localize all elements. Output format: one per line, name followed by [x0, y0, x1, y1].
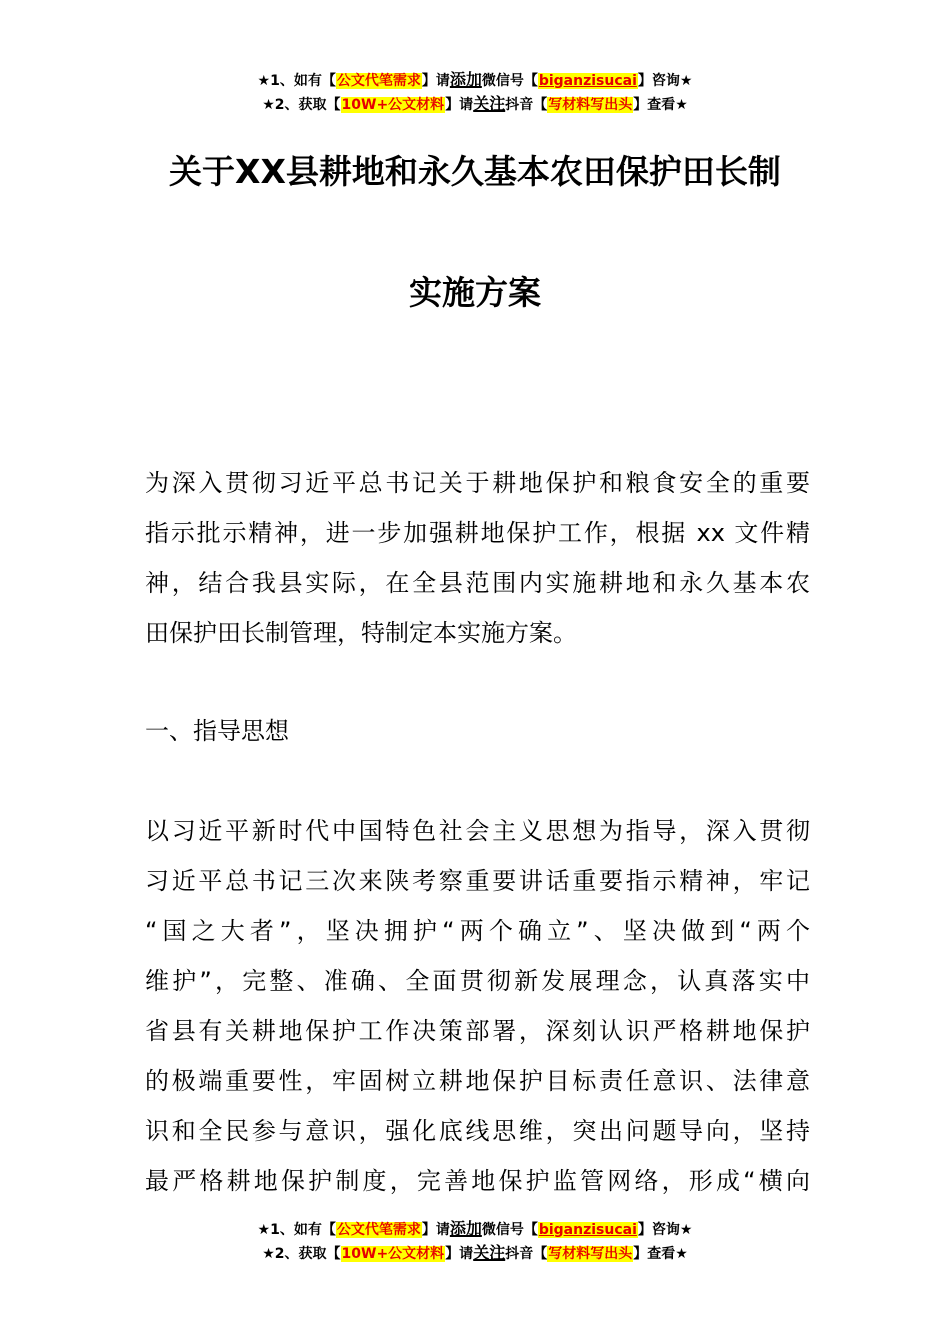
promo-footer-line-1: [0, 1219, 950, 1240]
paragraph-line: 维护”，完整、准确、全面贯彻新发展理念，认真落实中: [145, 967, 810, 995]
promo-line-2-suffix: 】查看★: [633, 1246, 688, 1262]
promo-service-highlight: 公文代笔需求: [336, 73, 421, 89]
promo-footer-line-2: [0, 1243, 950, 1264]
paragraph-line: 以习近平新时代中国特色社会主义思想为指导，深入贯彻: [145, 817, 810, 845]
paragraph-line: 的极端重要性，牢固树立耕地保护目标责任意识、法律意: [145, 1067, 810, 1095]
section-heading-text: 一、指导思想: [145, 717, 289, 745]
promo-line-1-mid: 】请: [421, 73, 450, 89]
document-title-line-2: 实施方案: [409, 273, 541, 312]
intro-line: 田保护田长制管理，特制定本实施方案。: [145, 619, 577, 647]
intro-paragraph: [145, 458, 810, 658]
promo-line-1-prefix: ★1、如有【: [257, 73, 336, 89]
promo-line-2-prefix: ★2、获取【: [262, 97, 341, 113]
section-heading-guiding-ideology: [145, 706, 810, 756]
promo-line-2-mid2: 抖音【: [505, 1246, 548, 1262]
paragraph-line: 习近平总书记三次来陕考察重要讲话重要指示精神，牢记: [145, 867, 810, 895]
promo-follow-emphasis: 关注: [473, 94, 506, 113]
promo-line-2-mid2: 抖音【: [505, 97, 548, 113]
guiding-ideology-paragraph: [145, 806, 810, 1206]
promo-line-2-prefix: ★2、获取【: [262, 1246, 341, 1262]
promo-line-1-prefix: ★1、如有【: [257, 1222, 336, 1238]
promo-line-2-suffix: 】查看★: [633, 97, 688, 113]
promo-line-1-mid2: 微信号【: [481, 1222, 538, 1238]
promo-line-1-mid2: 微信号【: [481, 73, 538, 89]
promo-line-2-mid: 】请: [445, 97, 474, 113]
promo-line-2-mid: 】请: [445, 1246, 474, 1262]
douyin-account-highlight[interactable]: 写材料写出头: [548, 1246, 633, 1262]
document-title-line-1: 关于XX县耕地和永久基本农田保护田长制: [169, 152, 781, 191]
promo-add-emphasis: 添加: [449, 1219, 482, 1238]
promo-materials-highlight: 10W+公文材料: [341, 97, 445, 113]
promo-follow-emphasis: 关注: [473, 1243, 506, 1262]
paragraph-line: 最严格耕地保护制度，完善地保护监管网络，形成“横向: [145, 1167, 810, 1195]
promo-materials-highlight: 10W+公文材料: [341, 1246, 445, 1262]
promo-line-1-mid: 】请: [421, 1222, 450, 1238]
intro-line: 神，结合我县实际，在全县范围内实施耕地和永久基本农: [145, 569, 810, 597]
paragraph-line: “国之大者”，坚决拥护“两个确立”、坚决做到“两个: [145, 917, 810, 945]
wechat-id-link[interactable]: biganzisucai: [538, 73, 637, 89]
promo-line-1-suffix: 】咨询★: [637, 73, 693, 89]
promo-service-highlight: 公文代笔需求: [336, 1222, 421, 1238]
promo-line-1: [0, 70, 950, 91]
paragraph-line: 识和全民参与意识，强化底线思维，突出问题导向，坚持: [145, 1117, 810, 1145]
intro-line: 为深入贯彻习近平总书记关于耕地保护和粮食安全的重要: [145, 469, 810, 497]
wechat-id-link[interactable]: biganzisucai: [538, 1222, 637, 1238]
douyin-account-highlight[interactable]: 写材料写出头: [548, 97, 633, 113]
intro-line: 指示批示精神，进一步加强耕地保护工作，根据 xx 文件精: [145, 519, 810, 547]
promo-line-2: [0, 94, 950, 115]
promo-add-emphasis: 添加: [449, 70, 482, 89]
paragraph-line: 省县有关耕地保护工作决策部署，深刻认识严格耕地保护: [145, 1017, 810, 1045]
promo-line-1-suffix: 】咨询★: [637, 1222, 693, 1238]
